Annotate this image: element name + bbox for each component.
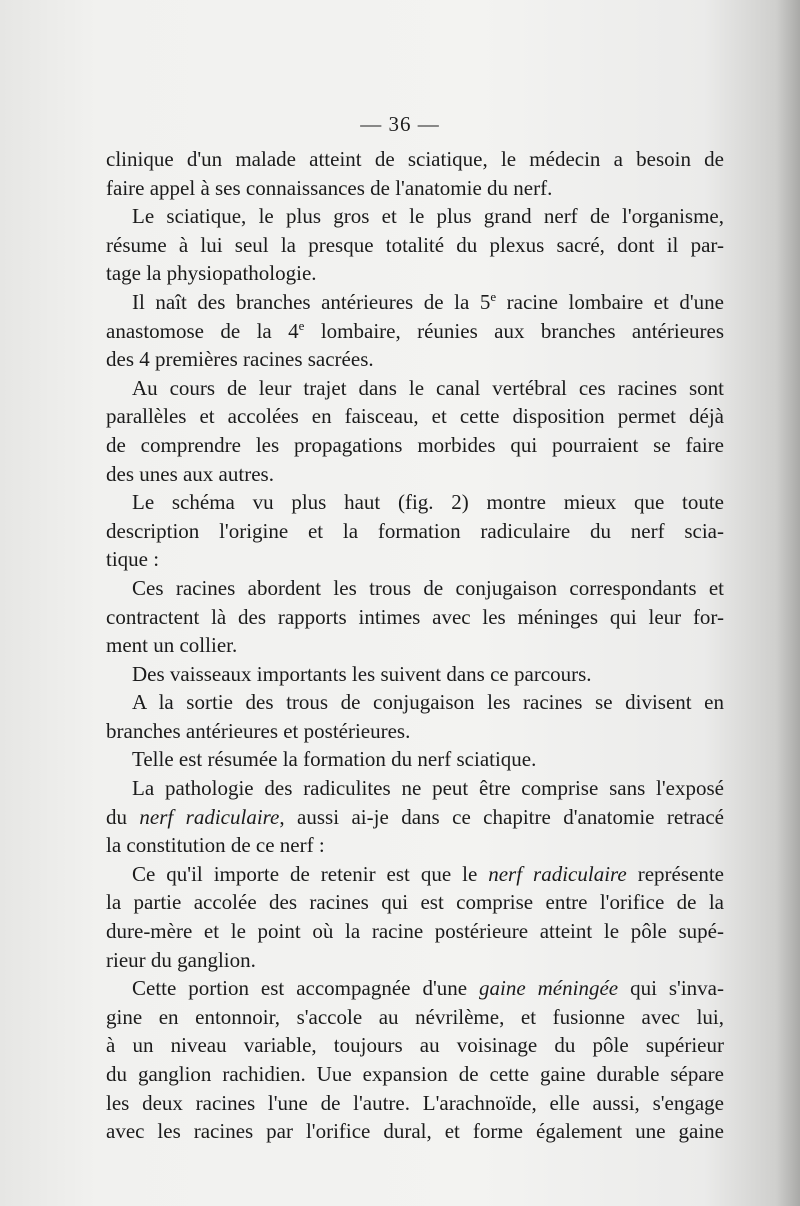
text-line: Cette portion est accompagnée d'une gaine méningée qui s'inva- xyxy=(132,976,724,1001)
text-line: à un niveau variable, toujours au voisinage du pôle supérieur xyxy=(106,1033,724,1058)
text-line: résume à lui seul la presque totalité du plexus sacré, dont il par- xyxy=(106,232,724,257)
text-line: la partie accolée des racines qui est comprise entre l'orifice de la xyxy=(106,890,724,915)
text-line: description l'origine et la formation radiculaire du nerf scia- xyxy=(106,518,724,543)
text-line: dure-mère et le point où la racine postérieure atteint le pôle supé- xyxy=(106,919,724,944)
text-line: Ces racines abordent les trous de conjugaison correspondants et xyxy=(132,575,724,600)
text-line: avec les racines par l'orifice dural, et forme également une gaine xyxy=(106,1119,724,1144)
text-line: faire appel à ses connaissances de l'anatomie du nerf. xyxy=(106,175,553,200)
text-line: tage la physiopathologie. xyxy=(106,261,317,286)
text-line: branches antérieures et postérieures. xyxy=(106,718,411,743)
text-line: du nerf radiculaire, aussi ai-je dans ce chapitre d'anatomie retracé xyxy=(106,804,724,829)
text-line: Telle est résumée la formation du nerf sciatique. xyxy=(132,747,537,772)
text-line: clinique d'un malade atteint de sciatique, le médecin a besoin de xyxy=(106,147,724,171)
text-line: Il naît des branches antérieures de la 5e racine lombaire et d'une xyxy=(132,288,724,314)
body-text xyxy=(106,145,724,1146)
text-line: rieur du ganglion. xyxy=(106,947,256,972)
text-line: Ce qu'il importe de retenir est que le nerf radiculaire représente xyxy=(132,861,724,886)
page-number: — 36 — xyxy=(360,112,440,136)
text-line: des 4 premières racines sacrées. xyxy=(106,347,374,372)
text-line: A la sortie des trous de conjugaison les racines se divisent en xyxy=(132,690,724,715)
text-line: ment un collier. xyxy=(106,633,238,658)
text-line: Des vaisseaux importants les suivent dans ce parcours. xyxy=(132,661,592,686)
text-line: anastomose de la 4e lombaire, réunies aux branches antérieures xyxy=(106,317,725,343)
text-line: Le sciatique, le plus gros et le plus grand nerf de l'organisme, xyxy=(132,204,724,229)
text-line: du ganglion rachidien. Uue expansion de cette gaine durable sépare xyxy=(106,1062,724,1086)
text-line: tique : xyxy=(106,547,160,572)
text-line: la constitution de ce nerf : xyxy=(106,833,325,858)
text-line: Le schéma vu plus haut (fig. 2) montre mieux que toute xyxy=(132,490,724,515)
text-line: parallèles et accolées en faisceau, et cette disposition permet déjà xyxy=(106,404,724,429)
text-line: contractent là des rapports intimes avec les méninges qui leur for- xyxy=(106,604,724,629)
text-line: des unes aux autres. xyxy=(106,461,274,486)
text-line: La pathologie des radiculites ne peut être comprise sans l'exposé xyxy=(132,776,724,801)
text-line: de comprendre les propagations morbides qui pourraient se faire xyxy=(106,432,724,457)
text-line: gine en entonnoir, s'accole au névrilème, et fusionne avec lui, xyxy=(106,1004,724,1029)
text-line: les deux racines l'une de l'autre. L'arachnoïde, elle aussi, s'engage xyxy=(106,1090,724,1115)
text-line: Au cours de leur trajet dans le canal vertébral ces racines sont xyxy=(132,375,724,400)
